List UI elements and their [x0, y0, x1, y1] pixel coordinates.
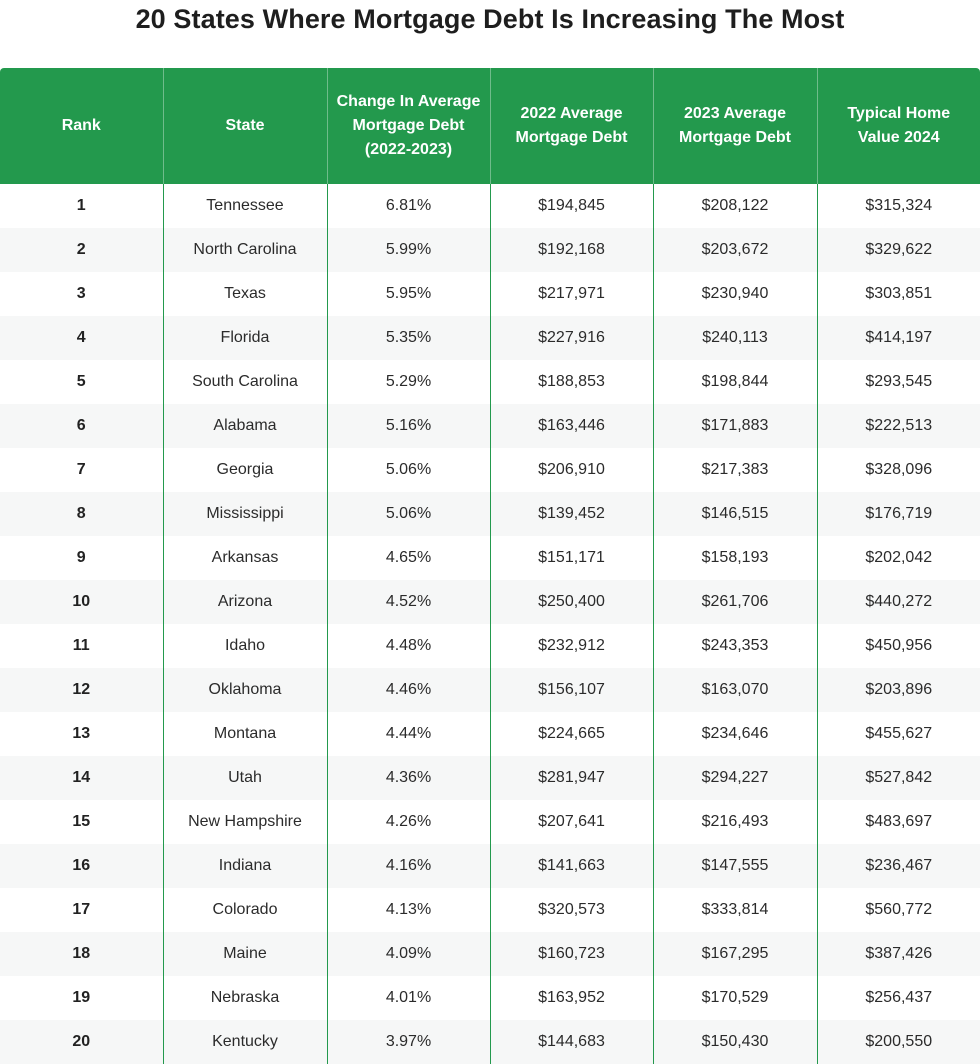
change-cell: 5.06% [327, 492, 490, 536]
column-header-change[interactable]: Change In Average Mortgage Debt (2022-2023) [327, 68, 490, 184]
column-header-rank[interactable]: Rank [0, 68, 163, 184]
state-cell: Alabama [163, 404, 327, 448]
table-row [0, 184, 980, 228]
table-row [0, 932, 980, 976]
table-row [0, 272, 980, 316]
change-cell: 4.09% [327, 932, 490, 976]
home-value-cell: $450,956 [817, 624, 980, 668]
rank-cell: 4 [0, 316, 163, 360]
table-header [0, 68, 980, 184]
home-value-cell: $256,437 [817, 976, 980, 1020]
debt-2022-cell: $217,971 [490, 272, 653, 316]
column-header-state[interactable]: State [163, 68, 327, 184]
home-value-cell: $315,324 [817, 184, 980, 228]
rank-cell: 7 [0, 448, 163, 492]
home-value-cell: $483,697 [817, 800, 980, 844]
debt-2023-cell: $163,070 [653, 668, 817, 712]
rank-cell: 14 [0, 756, 163, 800]
debt-2022-cell: $192,168 [490, 228, 653, 272]
table-row [0, 228, 980, 272]
rank-cell: 1 [0, 184, 163, 228]
home-value-cell: $527,842 [817, 756, 980, 800]
rank-cell: 12 [0, 668, 163, 712]
change-cell: 5.29% [327, 360, 490, 404]
table-row [0, 316, 980, 360]
home-value-cell: $329,622 [817, 228, 980, 272]
rank-cell: 9 [0, 536, 163, 580]
debt-2023-cell: $294,227 [653, 756, 817, 800]
state-cell: Kentucky [163, 1020, 327, 1064]
state-cell: Mississippi [163, 492, 327, 536]
rank-cell: 19 [0, 976, 163, 1020]
table-row [0, 668, 980, 712]
change-cell: 4.65% [327, 536, 490, 580]
debt-2023-cell: $216,493 [653, 800, 817, 844]
state-cell: Idaho [163, 624, 327, 668]
debt-2022-cell: $163,952 [490, 976, 653, 1020]
change-cell: 3.97% [327, 1020, 490, 1064]
debt-2023-cell: $333,814 [653, 888, 817, 932]
home-value-cell: $328,096 [817, 448, 980, 492]
debt-2022-cell: $281,947 [490, 756, 653, 800]
table-row [0, 492, 980, 536]
state-cell: Montana [163, 712, 327, 756]
debt-2023-cell: $234,646 [653, 712, 817, 756]
rank-cell: 5 [0, 360, 163, 404]
rank-cell: 16 [0, 844, 163, 888]
home-value-cell: $202,042 [817, 536, 980, 580]
mortgage-debt-table [0, 68, 980, 1064]
debt-2023-cell: $198,844 [653, 360, 817, 404]
table-row [0, 404, 980, 448]
state-cell: Georgia [163, 448, 327, 492]
change-cell: 6.81% [327, 184, 490, 228]
change-cell: 5.95% [327, 272, 490, 316]
debt-2023-cell: $217,383 [653, 448, 817, 492]
page-title: 20 States Where Mortgage Debt Is Increasing The Most [135, 4, 845, 34]
change-cell: 4.13% [327, 888, 490, 932]
debt-2023-cell: $261,706 [653, 580, 817, 624]
home-value-cell: $414,197 [817, 316, 980, 360]
state-cell: Oklahoma [163, 668, 327, 712]
change-cell: 4.16% [327, 844, 490, 888]
table-row [0, 888, 980, 932]
state-cell: Arizona [163, 580, 327, 624]
change-cell: 5.06% [327, 448, 490, 492]
table-row [0, 360, 980, 404]
debt-2022-cell: $141,663 [490, 844, 653, 888]
change-cell: 5.99% [327, 228, 490, 272]
rank-cell: 20 [0, 1020, 163, 1064]
change-cell: 4.36% [327, 756, 490, 800]
debt-2022-cell: $206,910 [490, 448, 653, 492]
debt-2023-cell: $150,430 [653, 1020, 817, 1064]
change-cell: 4.46% [327, 668, 490, 712]
table-row [0, 800, 980, 844]
debt-2023-cell: $240,113 [653, 316, 817, 360]
debt-2023-cell: $170,529 [653, 976, 817, 1020]
state-cell: South Carolina [163, 360, 327, 404]
state-cell: Nebraska [163, 976, 327, 1020]
debt-2022-cell: $188,853 [490, 360, 653, 404]
state-cell: Indiana [163, 844, 327, 888]
debt-2022-cell: $139,452 [490, 492, 653, 536]
debt-2022-cell: $250,400 [490, 580, 653, 624]
rank-cell: 2 [0, 228, 163, 272]
change-cell: 4.26% [327, 800, 490, 844]
column-header-home-value[interactable]: Typical Home Value 2024 [817, 68, 980, 184]
rank-cell: 15 [0, 800, 163, 844]
table-row [0, 448, 980, 492]
state-cell: Colorado [163, 888, 327, 932]
column-header-2023-debt[interactable]: 2023 Average Mortgage Debt [653, 68, 817, 184]
change-cell: 4.48% [327, 624, 490, 668]
column-header-2022-debt[interactable]: 2022 Average Mortgage Debt [490, 68, 653, 184]
state-cell: North Carolina [163, 228, 327, 272]
rank-cell: 3 [0, 272, 163, 316]
table-row [0, 976, 980, 1020]
home-value-cell: $387,426 [817, 932, 980, 976]
header-row [0, 68, 980, 184]
change-cell: 5.35% [327, 316, 490, 360]
change-cell: 4.01% [327, 976, 490, 1020]
state-cell: Utah [163, 756, 327, 800]
table-row [0, 756, 980, 800]
rank-cell: 8 [0, 492, 163, 536]
debt-2022-cell: $163,446 [490, 404, 653, 448]
rank-cell: 6 [0, 404, 163, 448]
home-value-cell: $236,467 [817, 844, 980, 888]
state-cell: Arkansas [163, 536, 327, 580]
state-cell: Maine [163, 932, 327, 976]
change-cell: 5.16% [327, 404, 490, 448]
table-row [0, 1020, 980, 1064]
table-body [0, 184, 980, 1064]
debt-2023-cell: $147,555 [653, 844, 817, 888]
debt-2023-cell: $230,940 [653, 272, 817, 316]
home-value-cell: $440,272 [817, 580, 980, 624]
debt-2022-cell: $207,641 [490, 800, 653, 844]
home-value-cell: $203,896 [817, 668, 980, 712]
change-cell: 4.44% [327, 712, 490, 756]
state-cell: Florida [163, 316, 327, 360]
table-row [0, 844, 980, 888]
debt-2022-cell: $320,573 [490, 888, 653, 932]
debt-2022-cell: $160,723 [490, 932, 653, 976]
rank-cell: 11 [0, 624, 163, 668]
state-cell: Tennessee [163, 184, 327, 228]
rank-cell: 13 [0, 712, 163, 756]
debt-2023-cell: $167,295 [653, 932, 817, 976]
rank-cell: 10 [0, 580, 163, 624]
rank-cell: 18 [0, 932, 163, 976]
debt-2023-cell: $243,353 [653, 624, 817, 668]
debt-2022-cell: $151,171 [490, 536, 653, 580]
rank-cell: 17 [0, 888, 163, 932]
home-value-cell: $176,719 [817, 492, 980, 536]
home-value-cell: $303,851 [817, 272, 980, 316]
mortgage-debt-table-container [0, 68, 980, 1064]
debt-2022-cell: $227,916 [490, 316, 653, 360]
home-value-cell: $200,550 [817, 1020, 980, 1064]
table-row [0, 624, 980, 668]
home-value-cell: $222,513 [817, 404, 980, 448]
debt-2023-cell: $208,122 [653, 184, 817, 228]
change-cell: 4.52% [327, 580, 490, 624]
debt-2022-cell: $224,665 [490, 712, 653, 756]
debt-2023-cell: $171,883 [653, 404, 817, 448]
debt-2022-cell: $144,683 [490, 1020, 653, 1064]
debt-2022-cell: $232,912 [490, 624, 653, 668]
debt-2022-cell: $194,845 [490, 184, 653, 228]
debt-2023-cell: $203,672 [653, 228, 817, 272]
home-value-cell: $560,772 [817, 888, 980, 932]
debt-2023-cell: $158,193 [653, 536, 817, 580]
debt-2023-cell: $146,515 [653, 492, 817, 536]
table-row [0, 580, 980, 624]
state-cell: New Hampshire [163, 800, 327, 844]
home-value-cell: $455,627 [817, 712, 980, 756]
home-value-cell: $293,545 [817, 360, 980, 404]
state-cell: Texas [163, 272, 327, 316]
table-row [0, 536, 980, 580]
debt-2022-cell: $156,107 [490, 668, 653, 712]
table-row [0, 712, 980, 756]
